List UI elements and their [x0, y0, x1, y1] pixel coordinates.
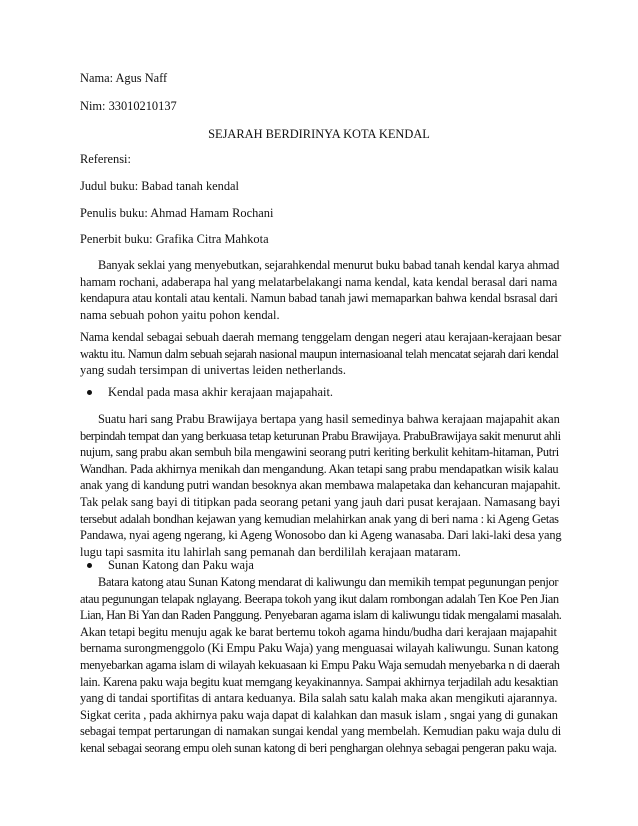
paragraph-line: Akan tetapi begitu menuju agak ke barat bertemu tokoh agama hindu/budha dari kerajaan majapahit	[80, 624, 557, 639]
bullet-text: Sunan Katong dan Paku waja	[108, 558, 254, 572]
reference-publisher: Penerbit buku: Grafika Citra Mahkota	[80, 232, 269, 246]
reference-label: Referensi:	[80, 152, 131, 166]
author-name: Nama: Agus Naff	[80, 71, 168, 85]
bullet-dot-icon	[87, 390, 92, 395]
paragraph-line: anak yang di kandung putri wandan besoknya akan membawa malapetaka dan kehancuran majapahit.	[80, 478, 561, 493]
paragraph-1	[80, 257, 561, 323]
bullet-text: Kendal pada masa akhir kerajaan majapahait.	[108, 385, 333, 399]
student-id: Nim: 33010210137	[80, 99, 177, 113]
paragraph-3	[80, 411, 561, 560]
paragraph-line: sebagai tempat pertarungan di namakan sungai kendal yang membelah. Kemudian paku waja dulu di	[80, 724, 561, 739]
paragraph-line: Wandhan. Pada akhirnya menikah dan mengandung. Akan tetapi sang prabu mendapatkan wisik kalau	[80, 461, 559, 476]
paragraph-line: berpindah tempat dan yang berkuasa tetap keturunan Prabu Brawijaya. PrabuBrawijaya sakit menurut ahli	[80, 428, 561, 443]
paragraph-line: Tak pelak sang bayi di titipkan pada seorang petani yang jauh dari pusat kerajaan. Namasang bayi	[80, 494, 561, 509]
paragraph-line: yang sudah tersimpan di univertas leiden netherlands.	[80, 363, 346, 378]
paragraph-line: bernama surongmenggolo (Ki Empu Paku Waja) yang menguasai wilayah kaliwungu. Sunan katong	[80, 641, 559, 656]
paragraph-line: atau pegunungan telapak nglayang. Beerapa tokoh yang ikut dalam rombongan adalah Ten Koe Pen Jian	[80, 591, 559, 606]
reference-title: Judul buku: Babad tanah kendal	[80, 179, 239, 193]
paragraph-line: Batara katong atau Sunan Katong mendarat di kaliwungu dan memikih tempat pegunungan penjor	[98, 575, 559, 589]
document-title: SEJARAH BERDIRINYA KOTA KENDAL	[208, 127, 430, 141]
paragraph-line: Lian, Han Bi Yan dan Raden Panggung. Penyebaran agama islam di kaliwungu tidak mengalami masalah.	[80, 608, 562, 623]
paragraph-line: Banyak seklai yang menyebutkan, sejarahkendal menurut buku babad tanah kendal karya ahmad	[98, 258, 560, 272]
paragraph-line: nujum, sang prabu akan sembuh bila mengawini seorang putri keriting berkulit kehitam-hitaman, Putri	[80, 445, 559, 460]
paragraph-line: menyebarkan agama islam di wilayah kekuasaan ki Empu Paku Waja semudah menyebarka n di daerah	[80, 657, 560, 672]
paragraph-line: Pandawa, nyai ageng ngerang, ki Ageng Wonosobo dan ki Ageng wanasaba. Dari laki-laki desa yang	[80, 528, 562, 543]
paragraph-line: Suatu hari sang Prabu Brawijaya bertapa yang hasil semedinya bahwa kerajaan majapahit akan	[98, 412, 560, 426]
paragraph-2	[80, 329, 561, 379]
paragraph-line: waktu itu. Namun dalm sebuah sejarah nasional maupun internasioanal telah mencatat sejarah dari kendal	[80, 346, 559, 361]
paragraph-line: tersebut adalah bondhan kejawan yang kemudian melahirkan anak yang di beri nama : ki Ageng Getas	[80, 511, 559, 526]
paragraph-line: Nama kendal sebagai sebuah daerah memang tenggelam dengan negeri atau kerajaan-kerajaan besar	[80, 330, 561, 344]
paragraph-line: kendapura atau kontali atau kentali. Namun babad tanah jawi memaparkan bahwa kendal bsrasal dari	[80, 291, 558, 306]
paragraph-line: Sigkat cerita , pada akhirnya paku waja dapat di kalahkan dan masuk islam , sngai yang di gunakan	[80, 707, 558, 722]
paragraph-4	[80, 574, 561, 757]
paragraph-line: lain. Karena paku waja begitu kuat memgang keyakinannya. Sampai akhirnya terjadilah adu kesaktian	[80, 674, 559, 689]
paragraph-line: kenal sebagai seorang empu oleh sunan katong di beri penghargan olehnya sebagai pengeran paku waja.	[80, 740, 557, 755]
paragraph-line: hamam rochani, adaberapa hal yang melatarbelakangi nama kendal, kata kendal berasal dari nama	[80, 274, 558, 289]
paragraph-line: nama sebuah pohon yaitu pohon kendal.	[80, 307, 280, 322]
paragraph-line: lugu tapi sasmita itu lahirlah sang pemanah dan berdililah kerajaan mataram.	[80, 544, 461, 559]
reference-author: Penulis buku: Ahmad Hamam Rochani	[80, 206, 274, 220]
bullet-dot-icon	[87, 563, 92, 568]
paragraph-line: yang di tandai sportifitas di antara keduanya. Bila salah satu kalah maka akan mengikuti ajarannya.	[80, 691, 558, 706]
